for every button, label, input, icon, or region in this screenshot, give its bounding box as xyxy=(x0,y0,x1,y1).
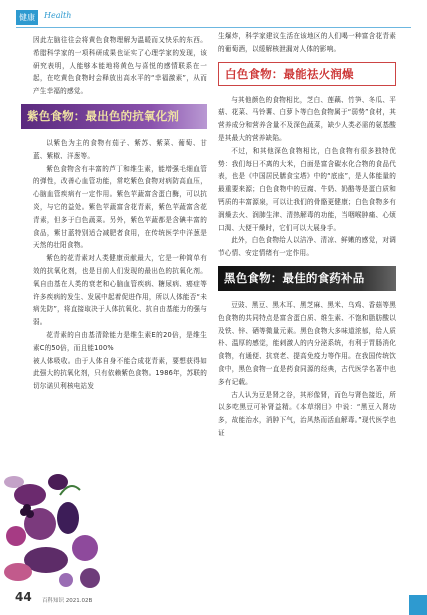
right-column xyxy=(218,30,396,440)
paragraph: 此外，白色食物给人以洁净、清凉、鲜嫩的感觉，对调节心情、安定情绪有一定作用。 xyxy=(218,236,396,258)
paragraph: 不过，和其他深色食物相比，白色食物有很多独特优势：我们每日不离的大米，白面是富含碳水化合物的食品代表，也是《中国居民膳食宝塔》中的“底座”，是人体能量的最重要来源；白色食物中的豆腐、牛奶、奶酪等是蛋白质和钙质的丰富源泉，可以让我们的骨骼更健康；白色食物多有润燥去火、润肺生津、清热解毒的功能，当咽喉肿痛、心烦口渴、大便干燥时，它们可以大展身手。 xyxy=(218,146,396,232)
paragraph: 因此左脑往往会将黄色食物理解为温暖而又快乐的东西。希腊科学家的一项科研成果也证实了心理学家的发现，该研究表明，人能够本能地将黄色与喜悦的感情联系在一起，在吃黄色食物时会释放出高水平的“幸福激素”，从而产生幸福的感觉。 xyxy=(33,36,207,96)
corner-decoration xyxy=(409,595,427,615)
page-header xyxy=(0,10,427,28)
section-tag: 健康 xyxy=(16,10,38,25)
paragraph: 生爆炸，科学家建议生活在该地区的人们喝一种富含花青素的葡萄酒，以缓解核泄漏对人体的影响。 xyxy=(218,32,396,53)
paragraph: 与其他颜色的食物相比，芝白、莲藕、竹笋、冬瓜、平菇、花菜、马铃薯、白萝卜等白色食物属于“弱势”食材，其营养成分和营养含量不及深色蔬菜，缺少人类必需的氨基酸是其最大的营养缺陷。 xyxy=(218,95,396,142)
left-column xyxy=(27,34,207,393)
section-title-en: Health xyxy=(44,11,72,20)
page-number: 44 xyxy=(15,590,32,604)
paragraph: 被人体吸收。由于人体自身不能合成花青素，要想获得如此强大的抗氧化剂，只有依赖紫色食物。1986年，苏联的切尔诺贝利核电站发 xyxy=(33,356,207,391)
white-food-heading: 白色食物：最能祛火润燥 xyxy=(218,62,396,86)
paragraph: 花青素的自由基清除能力是维生素E的20倍，是维生素C的50倍，而且能100% xyxy=(33,330,207,352)
paragraph: 紫色的花青素对人类健康贡献最大，它是一种简单有效的抗氧化剂，也是目前人们发现的最出色的抗氧化剂。氧自由基在人类的衰老和心脑血管疾病、糖尿病、癌症等许多疾病的发生、发展中起着促进作用，所以人体能否“未病先防”，将直接取决于人体抗氧化、抗自由基能力的强与弱。 xyxy=(33,254,207,327)
header-rule xyxy=(16,27,411,28)
paragraph: 以紫色为主的食物有茄子、紫苏、紫菜、葡萄、甘蓝、紫椒、洋葱等。 xyxy=(33,138,207,160)
issue-info: 百科知识 2021.02B xyxy=(42,598,93,604)
black-food-heading: 黑色食物：最佳的食药补品 xyxy=(218,266,396,291)
paragraph: 古人认为豆是肾之谷，其形像肾，而色与肾色接近，所以多吃黑豆可补肾益精。《本草纲目》中说：“黑豆入肾功多，故能治水，消肿下气，治风热而活血解毒。”现代医学也证 xyxy=(218,390,396,437)
paragraph: 紫色食物含有丰富的芦丁和维生素，能增强毛细血管的弹性，改善心血管功能，常吃紫色食物对病防高血压，心脑血管疾病有一定作用。紫色苹蔬富含蛋白酶，可以抗炎，与它的益处。紫色苹蔬富含花青素，紫色苹蔬富含花青素，但多于白色蔬菜。另外，紫色苹蔬都是含碘丰富的食品，紫甘蓝特别适合减肥者食用，在传统医学中洋葱是天然的壮阳食物。 xyxy=(33,164,207,250)
purple-food-heading: 紫色食物：最出色的抗氧化剂 xyxy=(21,104,207,129)
purple-vegetables-photo xyxy=(0,460,110,590)
paragraph: 豆豉、黑豆、黑木耳、黑芝麻、黑米、乌鸡、香菇等黑色食物的共同特点是富含蛋白质、维生素、不饱和脂肪酸以及铁、锌、硒等微量元素。黑色食物大多味道浓郁，给人质朴、温厚的感觉，能刺激人的内分泌系统，有利于胃肠消化食物，有通便、抗衰老、提高免疫力等作用。在我国传统饮食中，黑色食物一直是药食同源的经典，古代医学名著中也多有记载。 xyxy=(218,300,396,386)
